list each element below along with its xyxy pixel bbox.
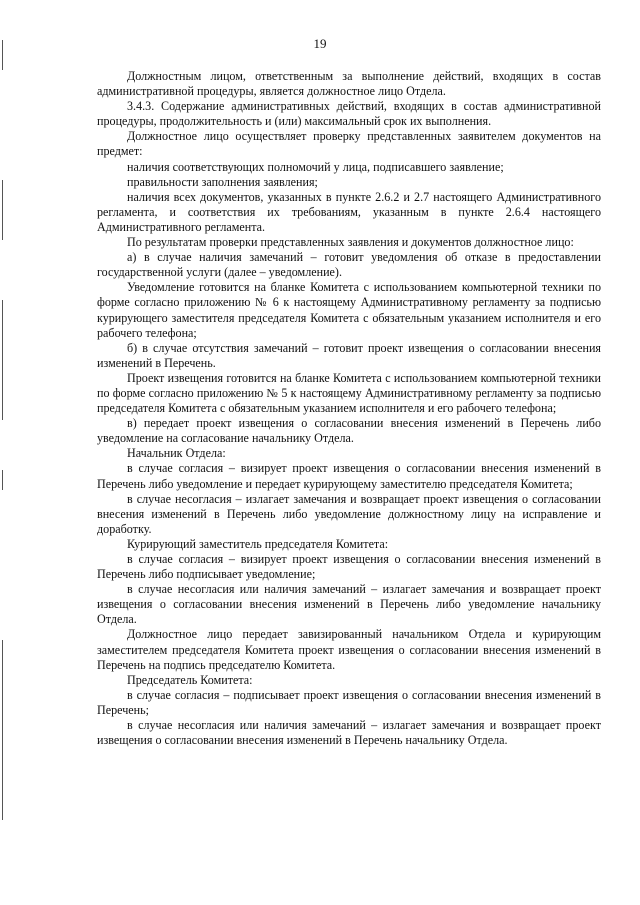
paragraph: а) в случае наличия замечаний – готовит уведомления об отказе в предоставлении государственной услуги (далее – уведомление). xyxy=(97,250,601,280)
paragraph: в случае согласия – визирует проект извещения о согласовании внесения изменений в Перечень либо подписывает уведомление; xyxy=(97,552,601,582)
paragraph: в случае согласия – подписывает проект извещения о согласовании внесения изменений в Перечень; xyxy=(97,687,601,717)
paragraph: Председатель Комитета: xyxy=(127,672,253,687)
paragraph: наличия соответствующих полномочий у лица, подписавшего заявление; xyxy=(127,159,504,174)
paragraph: Уведомление готовится на бланке Комитета с использованием компьютерной техники по форме согласно приложению № 6 к настоящему Административному регламенту за подписью курирующего заместителя председателя Комитета с обязательным указанием исполнителя и его рабочего телефона; xyxy=(97,280,601,340)
paragraph: 3.4.3. Содержание административных действий, входящих в состав административной процедуры, продолжительность и (или) максимальный срок их выполнения. xyxy=(97,99,601,129)
paragraph: Должностное лицо осуществляет проверку представленных заявителем документов на предмет: xyxy=(97,129,601,159)
paragraph: в случае несогласия или наличия замечаний – излагает замечания и возвращает проект извещения о согласовании внесения изменений в Перечень начальнику Отдела. xyxy=(97,718,601,748)
paragraph: Должностное лицо передает завизированный начальником Отдела и курирующим заместителем председателя Комитета проект извещения о согласовании внесения изменений в Перечень на подпись председателю Комитета. xyxy=(97,627,601,672)
paragraph: правильности заполнения заявления; xyxy=(127,174,318,189)
paragraph: наличия всех документов, указанных в пункте 2.6.2 и 2.7 настоящего Административного регламента, и соответствия их требованиям, указанным в пункте 2.6.4 настоящего Административного регламента. xyxy=(97,189,601,234)
scan-edge-marks xyxy=(2,0,4,905)
paragraph: По результатам проверки представленных заявления и документов должностное лицо: xyxy=(127,235,574,250)
document-body xyxy=(97,69,601,748)
paragraph: б) в случае отсутствия замечаний – готовит проект извещения о согласовании внесения изменений в Перечень. xyxy=(97,340,601,370)
paragraph: в случае несогласия – излагает замечания и возвращает проект извещения о согласовании внесения изменений в Перечень либо уведомление должностному лицу на исправление и доработку. xyxy=(97,491,601,536)
paragraph: Курирующий заместитель председателя Комитета: xyxy=(127,536,389,551)
paragraph: в) передает проект извещения о согласовании внесения изменений в Перечень либо уведомление на согласование начальнику Отдела. xyxy=(97,416,601,446)
page-number: 19 xyxy=(313,36,327,51)
paragraph: Должностным лицом, ответственным за выполнение действий, входящих в состав административной процедуры, является должностное лицо Отдела. xyxy=(97,69,601,99)
paragraph: Проект извещения готовится на бланке Комитета с использованием компьютерной техники по форме согласно приложению № 5 к настоящему Административному регламенту за подписью председателя Комитета с обязательным указанием исполнителя и его рабочего телефона; xyxy=(97,370,601,416)
paragraph: в случае согласия – визирует проект извещения о согласовании внесения изменений в Перечень либо уведомление и передает курирующему заместителю председателя Комитета; xyxy=(97,461,601,491)
paragraph: Начальник Отдела: xyxy=(127,446,226,461)
paragraph: в случае несогласия или наличия замечаний – излагает замечания и возвращает проект извещения о согласовании внесения изменений в Перечень либо уведомление начальнику Отдела. xyxy=(97,582,601,627)
